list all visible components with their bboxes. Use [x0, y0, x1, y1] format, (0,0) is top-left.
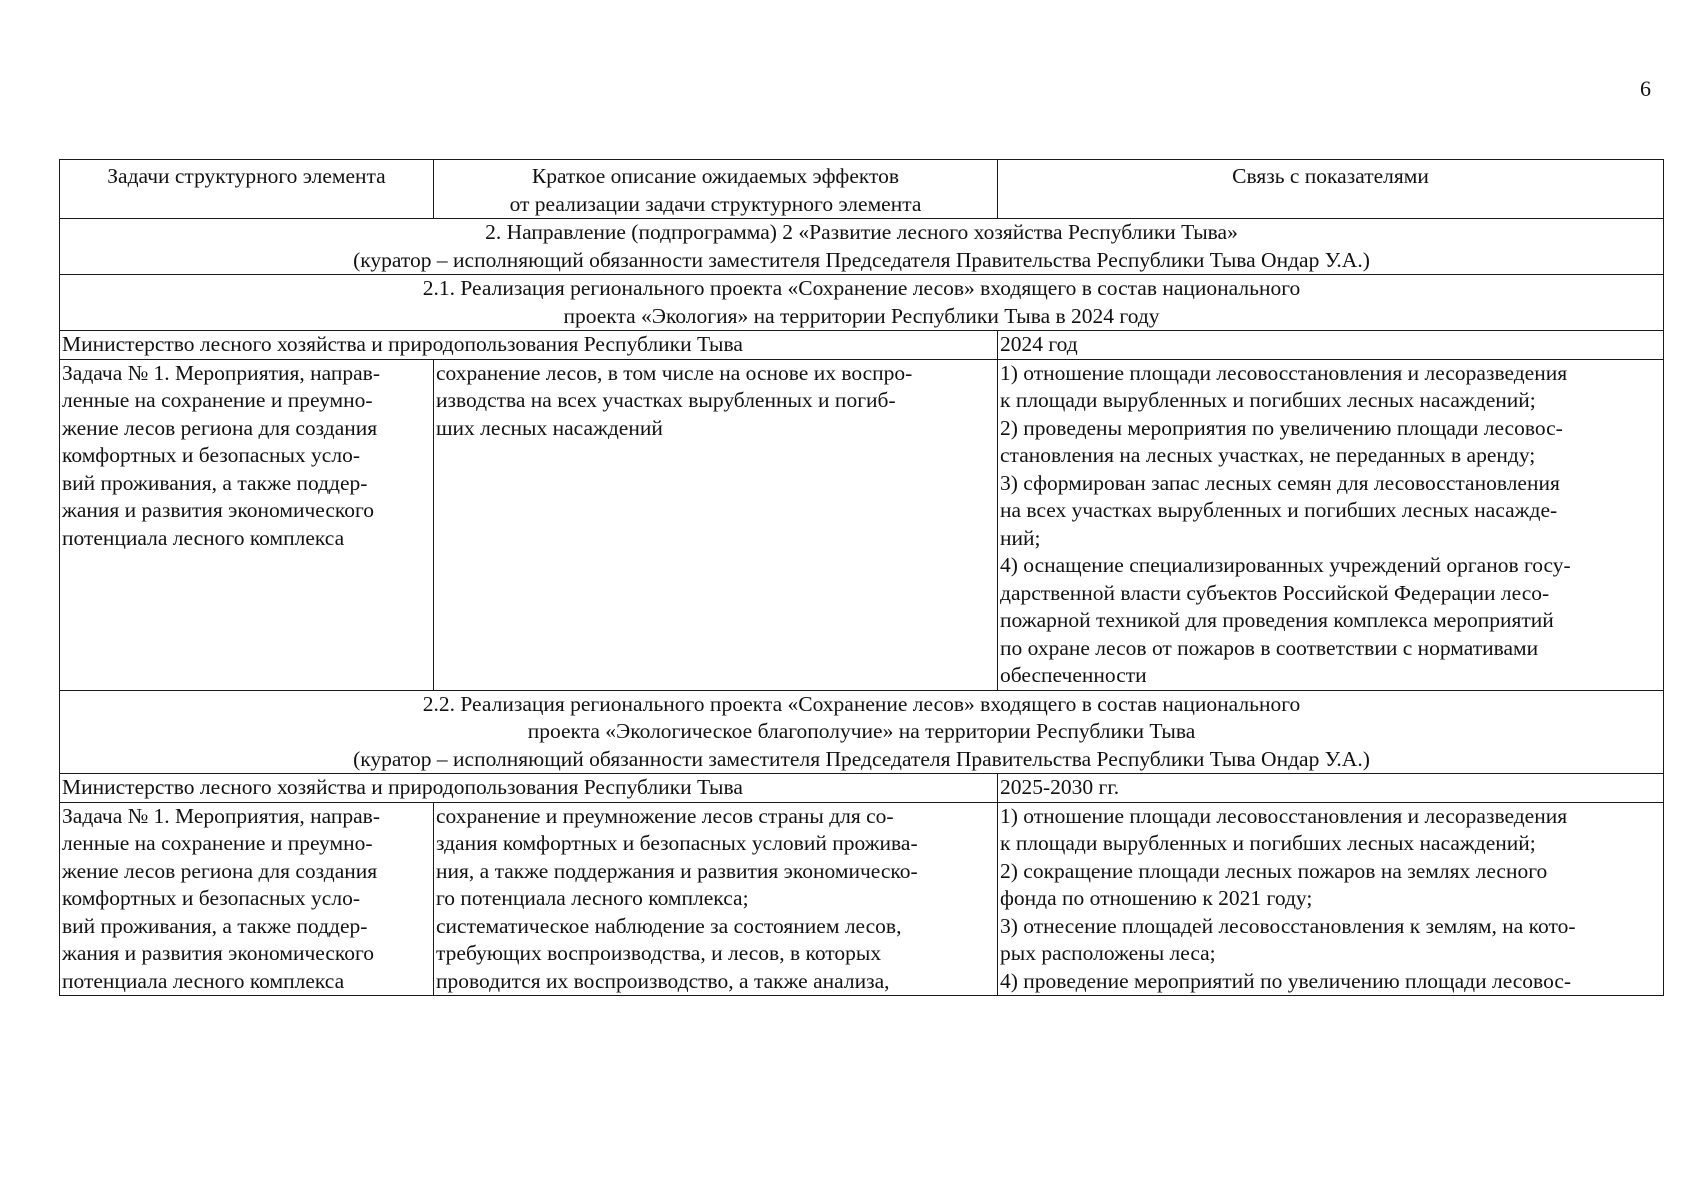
section-2-title-line2: проекта «Экологическое благополучие» на территории Республики Тыва	[527, 719, 1196, 743]
section-1-title-line1: 2.1. Реализация регионального проекта «Сохранение лесов» входящего в состав национального	[422, 276, 1301, 300]
section-1-responsible: Министерство лесного хозяйства и природопользования Республики Тыва	[60, 331, 998, 360]
section-2-period: 2025-2030 гг.	[998, 774, 1664, 803]
direction-curator: (куратор – исполняющий обязанности заместителя Председателя Правительства Республики Тыва Ондар У.А.)	[353, 247, 1370, 272]
section-1-effects: сохранение лесов, в том числе на основе их воспро- изводства на всех участках вырубленных и погиб- ших лесных насаждений	[434, 359, 998, 690]
section-2-responsible: Министерство лесного хозяйства и природопользования Республики Тыва	[60, 774, 998, 803]
section-2-indicators: 1) отношение площади лесовосстановления и лесоразведения к площади вырубленных и погибших лесных насаждений; 2) сокращение площади лесных пожаров на землях лесного фонда по отношению к 2021 году; 3) отнесение площадей лесовосстановления к землям, на кото- рых расположены леса; 4) проведение мероприятий по увеличению площади лесовос-	[998, 802, 1664, 996]
section-2-title-line1: 2.2. Реализация регионального проекта «Сохранение лесов» входящего в состав национального	[422, 691, 1301, 716]
section-1-task: Задача № 1. Мероприятия, направ- ленные на сохранение и преумно- жение лесов региона для создания комфортных и безопасных усло- вий проживания, а также поддер- жания и развития экономического потенциала лесного комплекса	[60, 359, 434, 690]
section-2-task-row	[60, 802, 1664, 996]
section-1-heading-row	[60, 275, 1664, 331]
header-tasks: Задачи структурного элемента	[60, 160, 434, 219]
section-1-responsible-row	[60, 331, 1664, 360]
section-1-title-line2: проекта «Экология» на территории Республики Тыва в 2024 году	[563, 303, 1160, 328]
section-1-task-row	[60, 359, 1664, 690]
section-2-effects: сохранение и преумножение лесов страны для со- здания комфортных и безопасных условий прожива- ния, а также поддержания и развития экономическо- го потенциала лесного комплекса; систематическое наблюдение за состоянием лесов, требующих воспроизводства, и лесов, в которых проводится их воспроизводство, а также анализа,	[434, 802, 998, 996]
header-effects: Краткое описание ожидаемых эффектов от реализации задачи структурного элемента	[434, 160, 998, 219]
section-1-indicators: 1) отношение площади лесовосстановления и лесоразведения к площади вырубленных и погибших лесных насаждений; 2) проведены мероприятия по увеличению площади лесовос- становления на лесных участках, не переданных в аренду; 3) сформирован запас лесных семян для лесовосстановления на всех участках вырубленных и погибших лесных насажде- ний; 4) оснащение специализированных учреждений органов госу- дарственной власти субъектов Российской Федерации лесо- пожарной техникой для проведения комплекса мероприятий по охране лесов от пожаров в соответствии с нормативами обеспеченности	[998, 359, 1664, 690]
header-indicators: Связь с показателями	[998, 160, 1664, 219]
direction-title: 2. Направление (подпрограмма) 2 «Развитие лесного хозяйства Республики Тыва»	[485, 220, 1238, 244]
direction-row	[60, 219, 1664, 275]
section-2-responsible-row	[60, 774, 1664, 803]
structural-elements-table	[59, 159, 1664, 996]
section-2-curator: (куратор – исполняющий обязанности заместителя Председателя Правительства Республики Тыва Ондар У.А.)	[353, 746, 1370, 771]
section-2-task: Задача № 1. Мероприятия, направ- ленные на сохранение и преумно- жение лесов региона для создания комфортных и безопасных усло- вий проживания, а также поддер- жания и развития экономического потенциала лесного комплекса	[60, 802, 434, 996]
section-1-heading	[60, 275, 1664, 331]
direction-heading	[60, 219, 1664, 275]
section-2-heading-row	[60, 690, 1664, 774]
section-1-period: 2024 год	[998, 331, 1664, 360]
section-2-heading	[60, 690, 1664, 774]
table-header-row	[60, 160, 1664, 219]
page-number: 6	[1640, 76, 1651, 101]
